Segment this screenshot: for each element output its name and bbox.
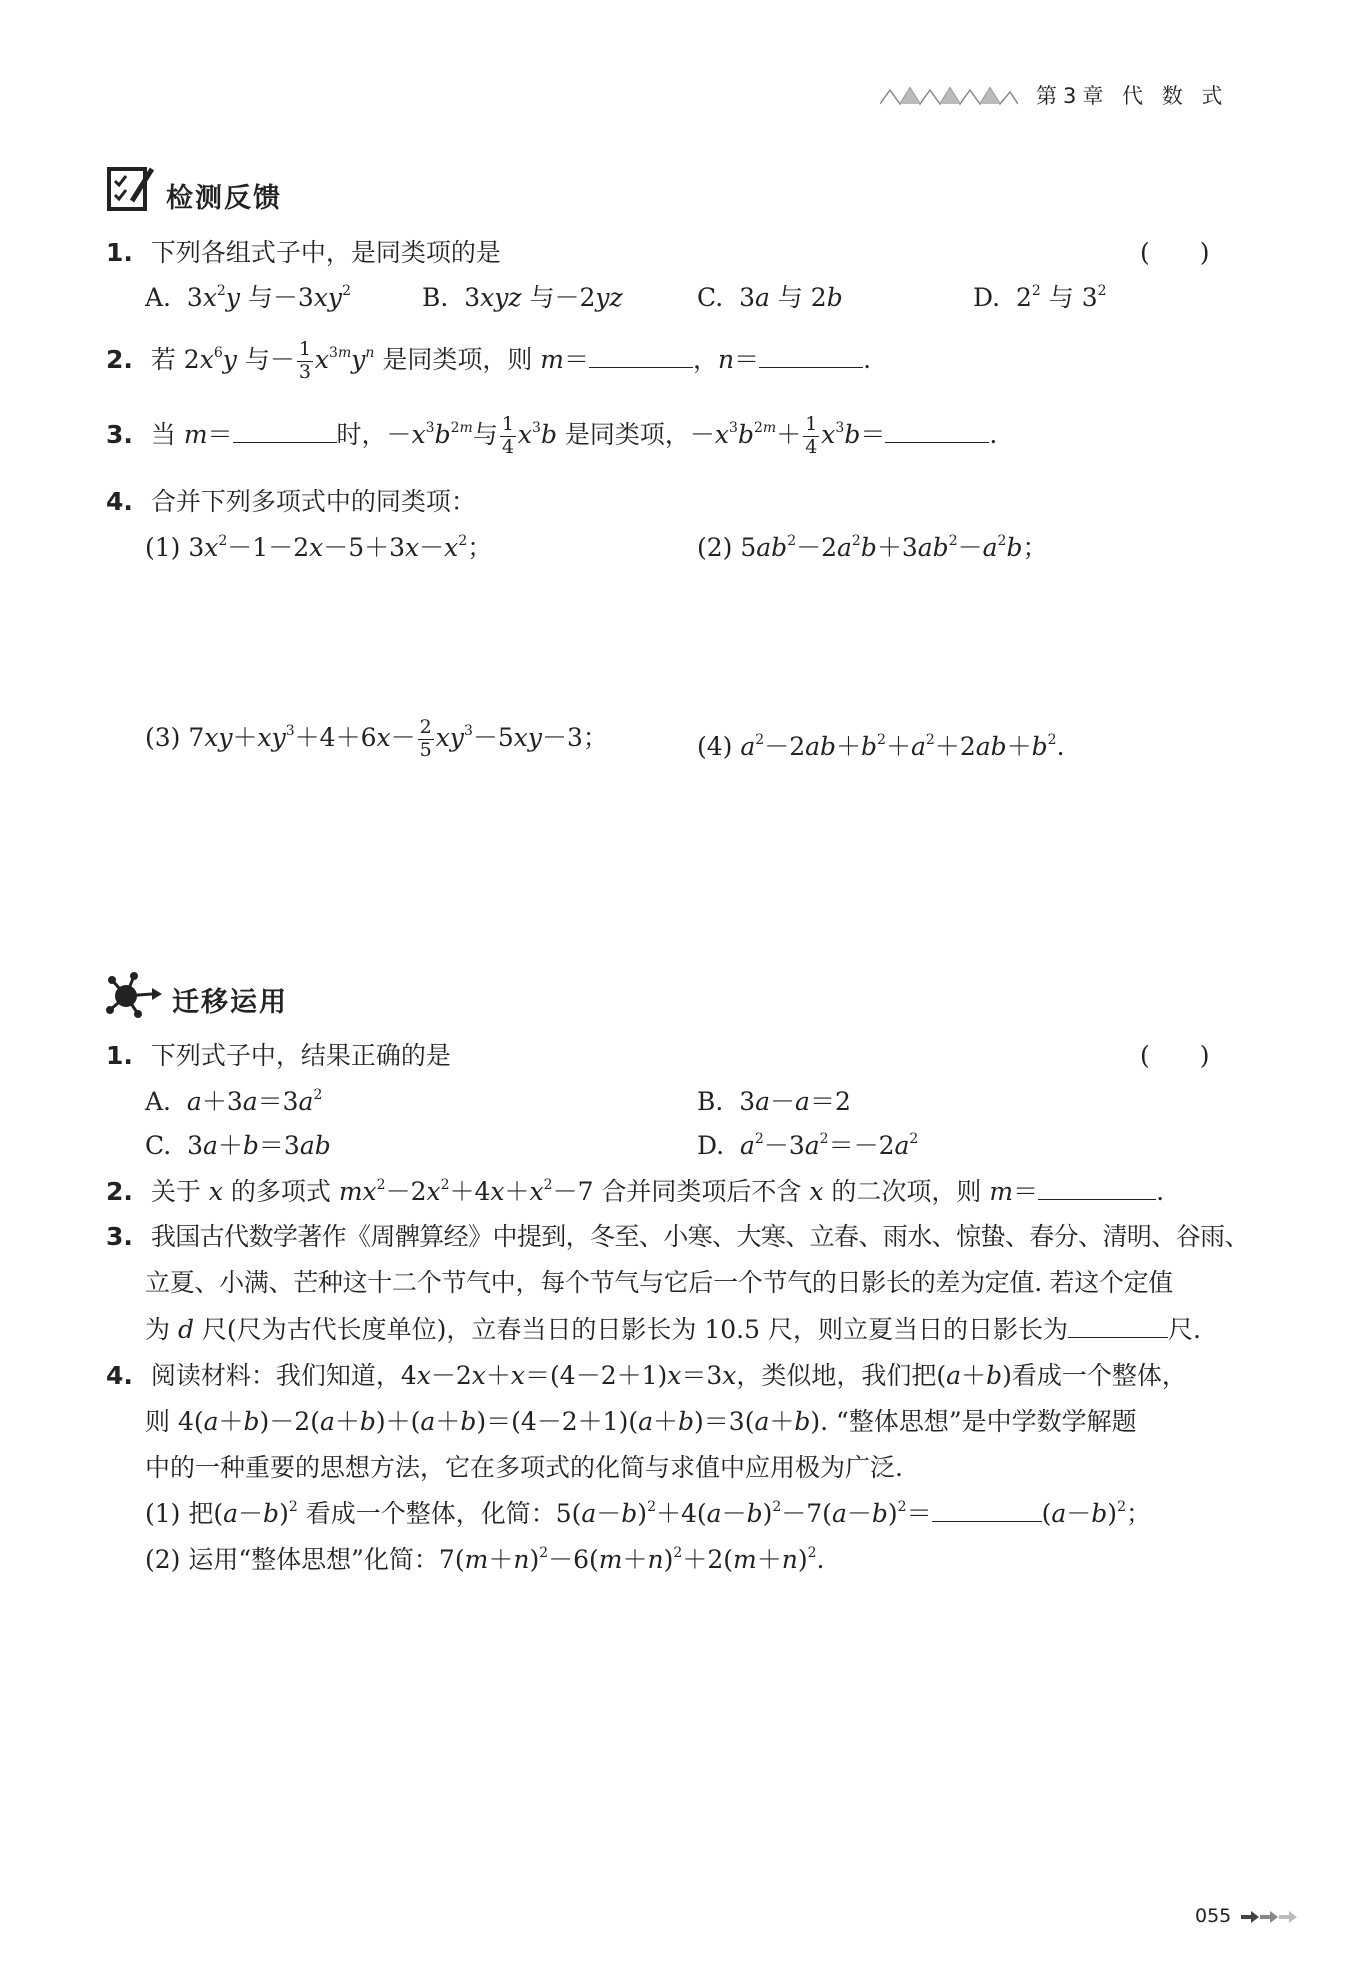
chapter-header: 第3章 代 数 式	[1036, 84, 1229, 108]
s2-q4-line3: 中的一种重要的思想方法，它在多项式的化简与求值中应用极为广泛.	[145, 1453, 903, 1482]
option-a: A. $3x^2y$ 与$-3xy^2$	[145, 283, 351, 312]
s2-q3-line1: 3. 我国古代数学著作《周髀算经》中提到，冬至、小寒、大寒、立春、雨水、惊蛰、春分、清明、谷雨、	[106, 1222, 1249, 1251]
transfer-application-icon	[104, 970, 166, 1020]
s1-q4-part2: (2) $5ab^2-2a^2b+3ab^2-a^2b$；	[697, 533, 1048, 562]
question-number: 1.	[106, 238, 133, 267]
s1-q4-part1: (1) $3x^2-1-2x-5+3x-x^2$；	[145, 533, 493, 562]
answer-paren: ( )	[1140, 238, 1210, 267]
s1-q2: 2. 若 $2x^6y$ 与－ $\frac{1}{3}$ $x^{3m}y^n$ 是同类项，则 m＝ ，n＝ .	[106, 338, 872, 383]
section-title-check: 检测反馈	[166, 183, 282, 214]
check-feedback-icon	[106, 163, 154, 213]
arrow-decoration-icon	[1241, 1911, 1297, 1923]
s2-q1: 1. 下列式子中，结果正确的是	[106, 1041, 451, 1070]
s2-q3-line3: 为 d 尺(尺为古代长度单位)，立春当日的日影长为 10.5 尺，则立夏当日的日影长为 尺.	[145, 1315, 1201, 1344]
s2-q4-part1: (1) 把$(a-b)^2$ 看成一个整体，化简：$5(a-b)^2+4(a-b)^2-7(a-b)^2= (a-b)^2$；	[145, 1499, 1151, 1528]
s1-q4-part3: (3) $7xy+xy^3+4+6x-$ $\frac{2}{5}$ $xy^3-5xy-3$；	[145, 716, 608, 761]
s1-q1	[106, 233, 501, 269]
option-a: A. $a+3a=3a^2$	[145, 1087, 323, 1116]
option-c: C. 3a 与 2b	[697, 283, 843, 312]
header-mountain-decoration	[880, 84, 1018, 106]
s2-q4-part2: (2) 运用“整体思想”化简：$7(m+n)^2-6(m+n)^2+2(m+n)^2$.	[145, 1545, 825, 1574]
option-c: C. 3a＋b＝3ab	[145, 1131, 331, 1160]
question-text: 下列各组式子中，是同类项的是	[150, 238, 501, 267]
s1-q4-part4: (4) $a^2-2ab+b^2+a^2+2ab+b^2$.	[697, 732, 1065, 761]
option-d: D. $2^2$ 与 $3^2$	[973, 283, 1107, 312]
option-b: B. 3a－a＝2	[697, 1087, 851, 1116]
s1-q4: 4. 合并下列多项式中的同类项：	[106, 487, 476, 516]
page-number: 055	[1195, 1905, 1297, 1927]
s2-q2: 2. 关于 x 的多项式 $mx^2-2x^2+4x+x^2-7$ 合并同类项后不含 x 的二次项，则 m＝ .	[106, 1177, 1165, 1206]
s2-q4-line1: 4. 阅读材料：我们知道，4x－2x＋x＝(4－2＋1)x＝3x，类似地，我们把(a＋b)看成一个整体，	[106, 1361, 1187, 1390]
s2-q3-line2: 立夏、小满、芒种这十二个节气中，每个节气与它后一个节气的日影长的差为定值. 若这个定值	[145, 1268, 1173, 1297]
section-title-transfer: 迁移运用	[172, 987, 288, 1018]
answer-paren: ( )	[1140, 1041, 1210, 1070]
s2-q4-line2: 则 4(a＋b)－2(a＋b)＋(a＋b)＝(4－2＋1)(a＋b)＝3(a＋b). “整体思想”是中学数学解题	[145, 1407, 1137, 1436]
option-b: B. 3xyz 与－2yz	[422, 283, 623, 312]
option-d: D. $a^2-3a^2=-2a^2$	[697, 1131, 919, 1160]
s1-q3: 3. 当 m＝ 时，$-x^3b^{2m}$与 $\frac{1}{4}$ $x^3b$ 是同类项，$-x^3b^{2m}+$ $\frac{1}{4}$ $x^3b=$ .	[106, 413, 998, 458]
